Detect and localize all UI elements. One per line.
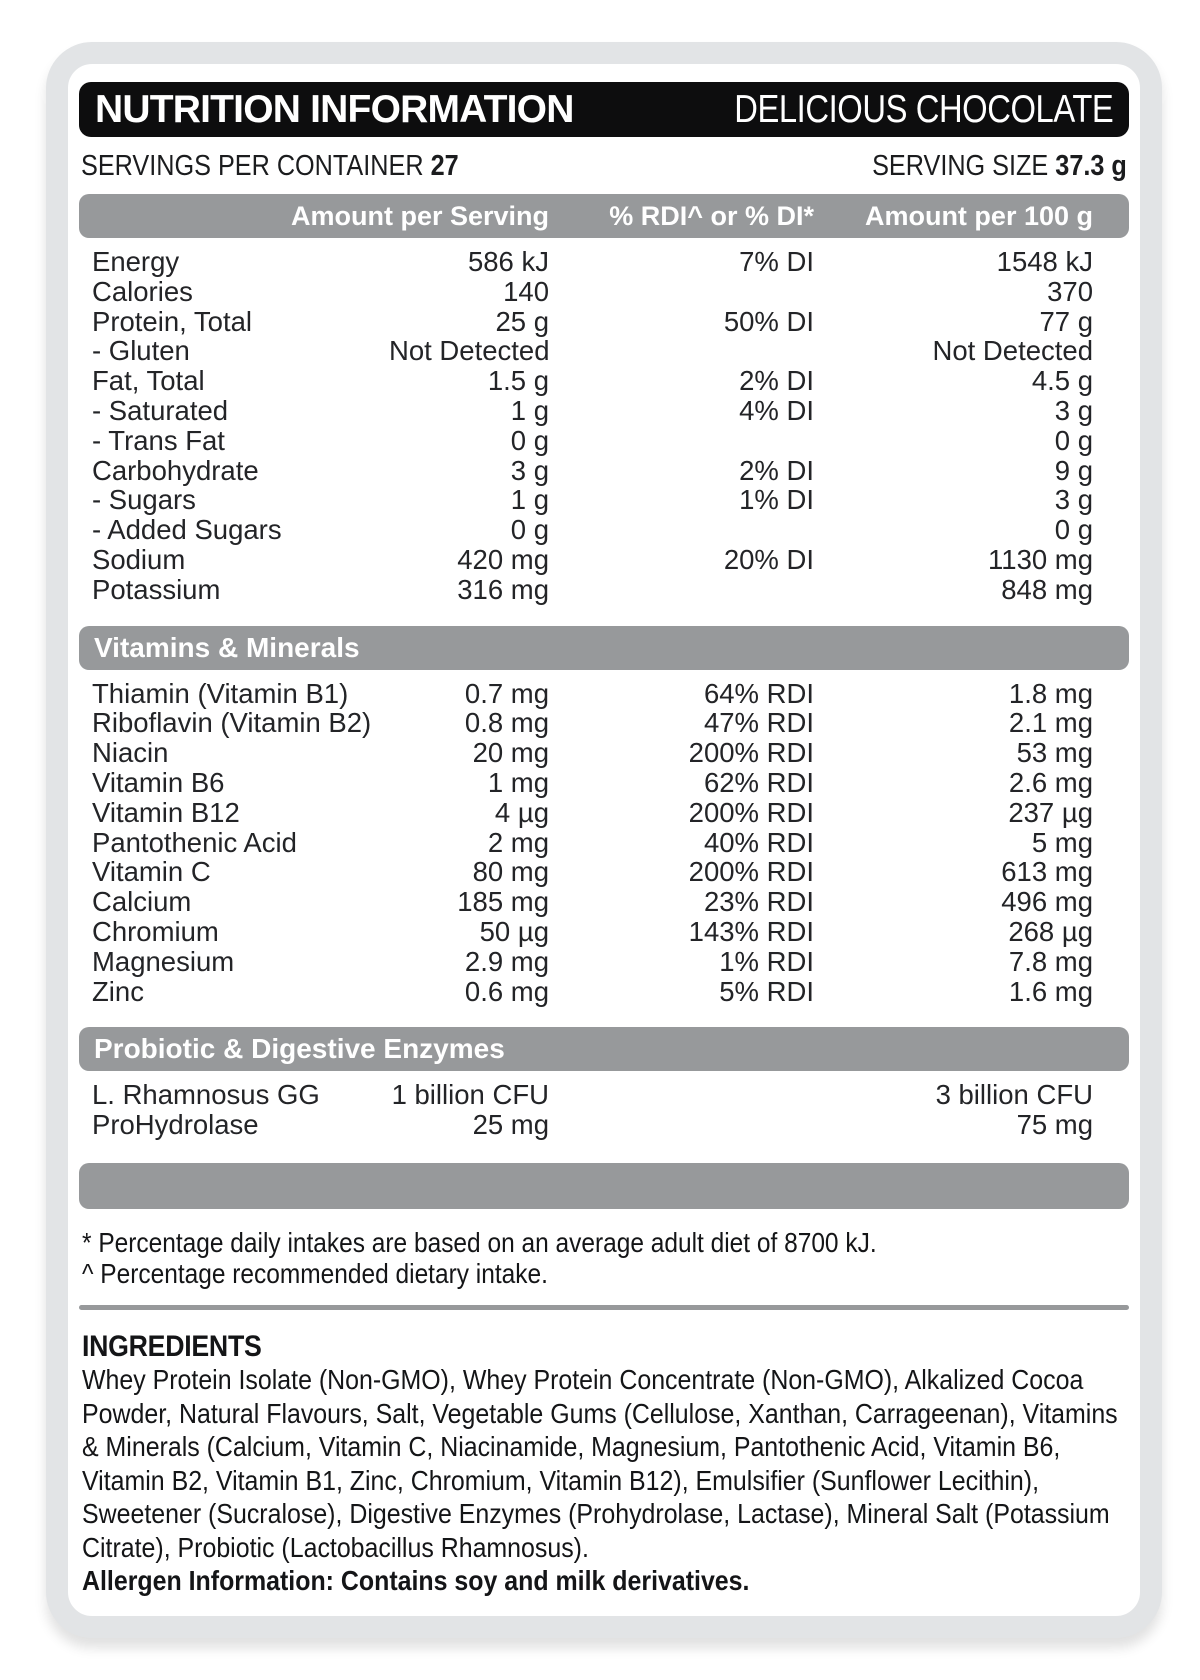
product-flavor: DELICIOUS CHOCOLATE [733, 87, 1113, 131]
percent-rdi-di-value: 7% DI [739, 246, 814, 277]
amount-per-serving-value: 50 µg [479, 915, 549, 947]
table-row [79, 679, 1129, 709]
amount-per-serving-value: 140 [503, 275, 549, 307]
nutrient-name: Calories [92, 275, 193, 307]
nutrient-name: - Gluten [92, 335, 190, 367]
percent-rdi-di-value: 200% RDI [688, 737, 814, 769]
nutrient-name: Potassium [92, 573, 221, 605]
nutrient-name: Sodium [92, 543, 186, 575]
section-bar-vitamins: Vitamins & Minerals [79, 626, 1129, 670]
percent-rdi-di-value: 1% DI [739, 484, 814, 516]
percent-rdi-di-value [549, 1080, 814, 1110]
percent-rdi-di-value [549, 336, 814, 366]
amount-per-serving-value: 420 mg [457, 543, 549, 575]
table-row [79, 307, 1129, 337]
nutrient-name: L. Rhamnosus GG [92, 1079, 320, 1111]
percent-rdi-di-value [549, 575, 814, 605]
amount-per-serving-value: 0 g [510, 514, 549, 546]
footnote-daily-intake: * Percentage daily intakes are based on an average adult diet of 8700 kJ. [82, 1226, 877, 1258]
amount-per-100g-value: 3 g [1054, 394, 1093, 426]
amount-per-100g-value: 1548 kJ [996, 246, 1093, 277]
servings-per-container [81, 150, 459, 183]
nutrition-label-card [46, 42, 1162, 1638]
percent-rdi-di-value [549, 1110, 814, 1140]
table-row [79, 977, 1129, 1007]
vitamins-minerals-table [79, 670, 1129, 1018]
table-row [79, 768, 1129, 798]
percent-rdi-di-value: 200% RDI [688, 856, 814, 888]
section-bar-probiotics: Probiotic & Digestive Enzymes [79, 1027, 1129, 1071]
amount-per-100g-value: 237 µg [1008, 796, 1093, 828]
amount-per-100g-value: 4.5 g [1031, 365, 1093, 397]
nutrient-name: Niacin [92, 737, 169, 769]
nutrient-name: Magnesium [92, 945, 235, 977]
table-row [79, 947, 1129, 977]
amount-per-serving-value: 0 g [510, 424, 549, 456]
nutrient-name: Vitamin B12 [92, 796, 240, 828]
nutrient-name: - Sugars [92, 484, 196, 516]
amount-per-serving-value: Not Detected [389, 335, 550, 367]
amount-per-100g-value: 5 mg [1031, 826, 1093, 858]
spacer-bar [79, 1163, 1129, 1209]
serving-size-label: SERVING SIZE [872, 150, 1049, 182]
amount-per-100g-value: 3 billion CFU [935, 1079, 1093, 1111]
amount-per-100g-value: 77 g [1039, 305, 1093, 337]
nutrient-name: - Added Sugars [92, 514, 282, 546]
table-row [79, 798, 1129, 828]
table-row [79, 917, 1129, 947]
amount-per-100g-value: 848 mg [1001, 573, 1093, 605]
servings-value: 27 [430, 150, 459, 182]
table-row [79, 247, 1129, 277]
percent-rdi-di-value: 20% DI [723, 543, 814, 575]
column-header-percent: % RDI^ or % DI* [609, 200, 814, 231]
amount-per-100g-value: 2.6 mg [1008, 766, 1093, 798]
percent-rdi-di-value: 50% DI [723, 305, 814, 337]
ingredients-text: Whey Protein Isolate (Non-GMO), Whey Protein Concentrate (Non-GMO), Alkalized Cocoa Powder, Natural Flavours, Salt, Vegetable Gums (Cellulose, Xanthan, Carrageenan), Vitamins & Minerals (Calcium, Vitamin C, Niacinamide, Magnesium, Pantothenic Acid, Vitamin B6, Vitamin B2, Vitamin B1, Zinc, Chromium, Vitamin B12), Emulsifier (Sunflower Lecithin), Sweetener (Sucralose), Digestive Enzymes (Prohydrolase, Lactase), Mineral Salt (Potassium Citrate), Probiotic (Lactobacillus Rhamnosus). [82, 1364, 1118, 1563]
percent-rdi-di-value: 4% DI [739, 394, 814, 426]
percent-rdi-di-value: 5% RDI [719, 975, 814, 1007]
nutrient-name: Pantothenic Acid [92, 826, 297, 858]
amount-per-serving-value: 20 mg [472, 737, 549, 769]
percent-rdi-di-value: 1% RDI [719, 945, 814, 977]
column-header-per-serving: Amount per Serving [290, 200, 549, 231]
nutrient-name: Vitamin B6 [92, 766, 225, 798]
probiotics-enzymes-table [79, 1071, 1129, 1151]
amount-per-100g-value: 9 g [1054, 454, 1093, 486]
section-divider [79, 1305, 1129, 1310]
footnotes [82, 1227, 1132, 1289]
servings-label: SERVINGS PER CONTAINER [81, 150, 424, 182]
amount-per-serving-value: 1 billion CFU [391, 1079, 549, 1111]
percent-rdi-di-value: 2% DI [739, 454, 814, 486]
table-row [79, 366, 1129, 396]
table-row [79, 485, 1129, 515]
serving-size-value: 37.3 g [1055, 150, 1127, 182]
amount-per-serving-value: 1 g [510, 484, 549, 516]
amount-per-100g-value: 1130 mg [988, 543, 1093, 575]
amount-per-serving-value: 185 mg [457, 886, 549, 918]
table-row [79, 857, 1129, 887]
table-row [79, 336, 1129, 366]
label-content [79, 82, 1129, 1598]
main-nutrients-table [79, 238, 1129, 616]
percent-rdi-di-value: 200% RDI [688, 796, 814, 828]
amount-per-serving-value: 2.9 mg [464, 945, 549, 977]
nutrient-name: Energy [92, 246, 180, 277]
nutrient-name: Vitamin C [92, 856, 211, 888]
nutrient-name: Protein, Total [92, 305, 253, 337]
nutrient-name: Carbohydrate [92, 454, 259, 486]
percent-rdi-di-value: 2% DI [739, 365, 814, 397]
nutrient-name: Zinc [92, 975, 144, 1007]
amount-per-serving-value: 0.7 mg [464, 677, 549, 709]
allergen-info: Allergen Information: Contains soy and milk derivatives. [82, 1565, 750, 1597]
nutrient-name: Riboflavin (Vitamin B2) [92, 707, 372, 739]
amount-per-100g-value: 3 g [1054, 484, 1093, 516]
amount-per-100g-value: 0 g [1054, 424, 1093, 456]
title-bar [79, 82, 1129, 137]
amount-per-serving-value: 2 mg [487, 826, 549, 858]
table-row [79, 396, 1129, 426]
amount-per-100g-value: 7.8 mg [1008, 945, 1093, 977]
table-row [79, 828, 1129, 858]
percent-rdi-di-value: 40% RDI [703, 826, 814, 858]
amount-per-100g-value: 370 [1047, 275, 1093, 307]
table-row [79, 887, 1129, 917]
amount-per-serving-value: 1.5 g [487, 365, 549, 397]
footnote-rdi: ^ Percentage recommended dietary intake. [82, 1257, 548, 1289]
table-row [79, 1080, 1129, 1110]
amount-per-serving-value: 586 kJ [467, 246, 549, 277]
column-header-bar [79, 194, 1129, 238]
amount-per-100g-value: Not Detected [932, 335, 1093, 367]
amount-per-serving-value: 25 mg [472, 1109, 549, 1141]
amount-per-100g-value: 268 µg [1008, 915, 1093, 947]
amount-per-serving-value: 1 mg [487, 766, 549, 798]
amount-per-100g-value: 1.6 mg [1008, 975, 1093, 1007]
amount-per-serving-value: 0.6 mg [464, 975, 549, 1007]
nutrient-name: - Trans Fat [92, 424, 225, 456]
table-row [79, 456, 1129, 486]
amount-per-serving-value: 0.8 mg [464, 707, 549, 739]
amount-per-serving-value: 4 µg [494, 796, 549, 828]
nutrient-name: Chromium [92, 915, 219, 947]
amount-per-serving-value: 1 g [510, 394, 549, 426]
percent-rdi-di-value [549, 515, 814, 545]
table-row [79, 545, 1129, 575]
table-row [79, 515, 1129, 545]
serving-info-row [81, 150, 1127, 183]
amount-per-100g-value: 0 g [1054, 514, 1093, 546]
ingredients-section [82, 1330, 1132, 1598]
percent-rdi-di-value: 62% RDI [703, 766, 814, 798]
nutrient-name: Thiamin (Vitamin B1) [92, 677, 349, 709]
table-row [79, 277, 1129, 307]
table-row [79, 708, 1129, 738]
amount-per-100g-value: 613 mg [1001, 856, 1093, 888]
amount-per-100g-value: 1.8 mg [1008, 677, 1093, 709]
amount-per-serving-value: 80 mg [472, 856, 549, 888]
serving-size [872, 150, 1127, 183]
page-title: NUTRITION INFORMATION [95, 87, 574, 131]
percent-rdi-di-value: 143% RDI [688, 915, 814, 947]
amount-per-100g-value: 2.1 mg [1008, 707, 1093, 739]
table-row [79, 426, 1129, 456]
amount-per-serving-value: 316 mg [457, 573, 549, 605]
ingredients-heading: INGREDIENTS [82, 1329, 262, 1363]
percent-rdi-di-value: 23% RDI [703, 886, 814, 918]
amount-per-serving-value: 3 g [510, 454, 549, 486]
table-row [79, 575, 1129, 605]
table-row [79, 1110, 1129, 1140]
table-row [79, 738, 1129, 768]
nutrient-name: - Saturated [92, 394, 229, 426]
percent-rdi-di-value: 47% RDI [703, 707, 814, 739]
amount-per-100g-value: 53 mg [1016, 737, 1093, 769]
amount-per-100g-value: 496 mg [1001, 886, 1093, 918]
nutrient-name: Calcium [92, 886, 192, 918]
percent-rdi-di-value: 64% RDI [703, 677, 814, 709]
amount-per-100g-value: 75 mg [1016, 1109, 1093, 1141]
nutrient-name: Fat, Total [92, 365, 205, 397]
nutrient-name: ProHydrolase [92, 1109, 259, 1141]
percent-rdi-di-value [549, 426, 814, 456]
column-header-per-100g: Amount per 100 g [864, 200, 1093, 231]
percent-rdi-di-value [549, 277, 814, 307]
amount-per-serving-value: 25 g [495, 305, 549, 337]
